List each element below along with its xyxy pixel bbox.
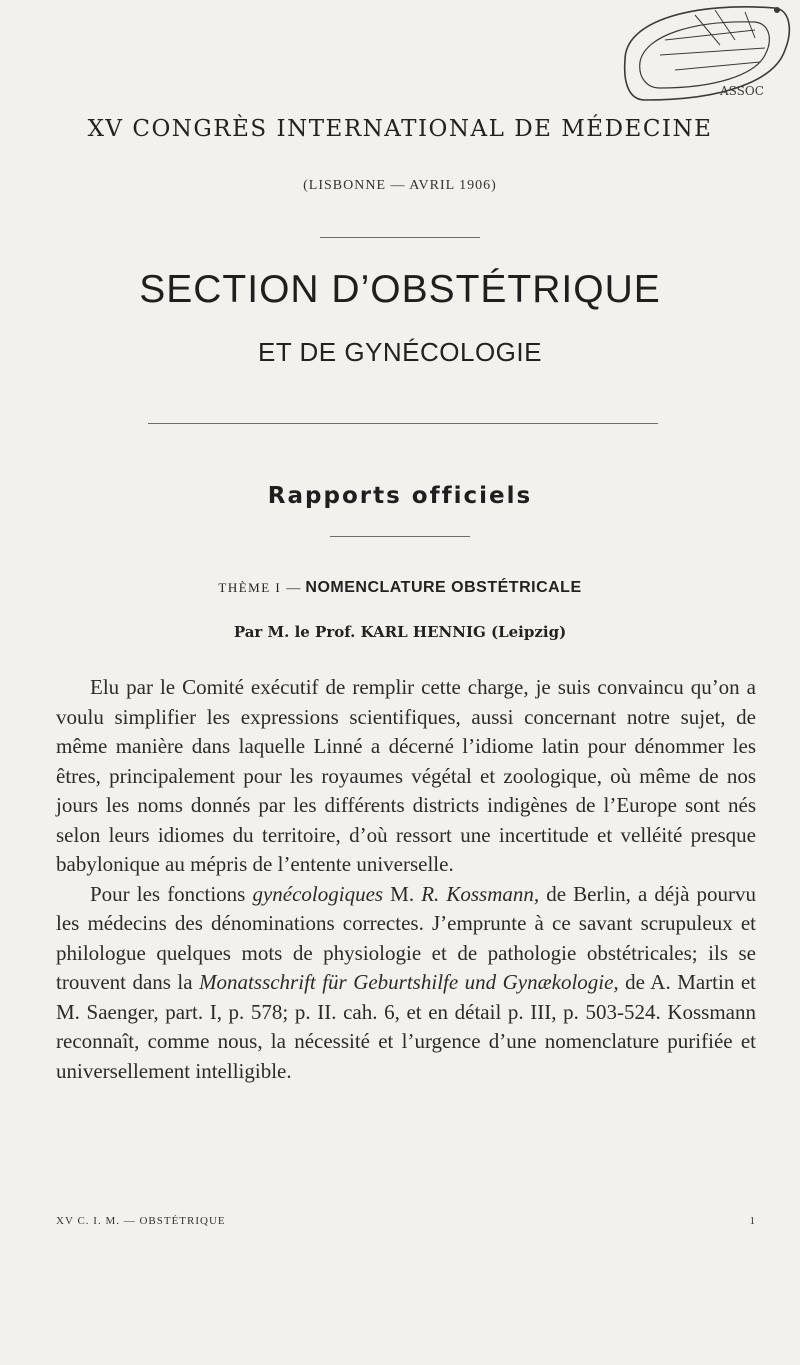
theme-label: THÈME I xyxy=(218,580,282,595)
divider xyxy=(148,423,658,424)
page-footer xyxy=(56,1215,756,1227)
location-date: (LISBONNE — AVRIL 1906) xyxy=(303,178,497,193)
paragraph-2-italic: gynécologiques xyxy=(252,881,384,906)
paragraph-2 xyxy=(56,880,756,1087)
paragraph-2-text: Pour les fonctions xyxy=(90,881,253,906)
divider xyxy=(320,237,480,238)
footer-signature: XV C. I. M. — OBSTÉTRIQUE xyxy=(56,1215,226,1227)
paragraph-2-italic: R. Kossmann, xyxy=(421,881,540,906)
logo-lettering: ASSOC xyxy=(720,84,764,98)
theme-separator: — xyxy=(286,581,301,596)
paragraph-1: Elu par le Comité exécutif de remplir cette charge, je suis convaincu qu’on a voulu simplifier les expressions scientifiques, aussi concernant notre sujet, de même manière dans laquelle Linné a décerné l’idiome latin pour dénommer les êtres, principalement pour les royaumes végétal et zoologique, où même de nos jours les noms donnés par les différents districts indigènes de l’Europe sont nés selon leurs idiomes du territoire, d’où ressort une incertitude et velléité presque babylonique au mépris de l’entente universelle. xyxy=(56,675,756,876)
divider xyxy=(330,536,470,537)
paragraph-2-italic: Monatsschrift für Geburtshilfe und Gynækologie, xyxy=(199,970,619,994)
author-line: Par M. le Prof. KARL HENNIG (Leipzig) xyxy=(233,623,567,641)
report-body xyxy=(56,673,756,1086)
section-title: SECTION D’OBSTÉTRIQUE xyxy=(139,268,661,311)
sheet-number: 1 xyxy=(749,1215,756,1227)
paragraph-2-text: de A. Martin et M. Saenger, part. I, p. 578; p. II. cah. 6, et en détail p. III, p. 503-524. Kossmann reconnaît, comme nous, la nécessité et l’urgence d’une nomenclature purifiée et universellement intelligible. xyxy=(56,970,756,1083)
reports-heading: Rapports officiels xyxy=(267,483,533,509)
congress-emblem-logo xyxy=(605,0,795,110)
congress-title: XV CONGRÈS INTERNATIONAL DE MÉDECINE xyxy=(87,116,713,142)
paragraph-2-text: M. xyxy=(383,881,422,906)
theme-line xyxy=(0,577,800,597)
section-subtitle: ET DE GYNÉCOLOGIE xyxy=(258,337,542,367)
paragraph-2-text: de Berlin, a déjà pourvu les médecins des dénominations correctes. J’emprunte à ce savant scrupuleux et philologue quelques mots de physiologie et de pathologie obstétricales; ils se trouvent dans la xyxy=(56,881,756,994)
theme-title: NOMENCLATURE OBSTÉTRICALE xyxy=(305,579,582,596)
